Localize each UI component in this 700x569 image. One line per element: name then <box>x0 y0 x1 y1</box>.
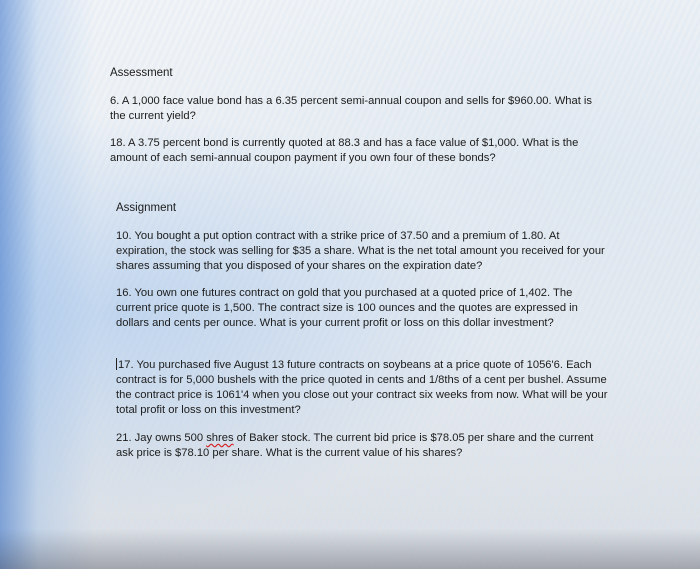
question-10: 10. You bought a put option contract with a strike price of 37.50 and a premium of 1.80. At expiration, the stock was selling for $35 a share. What is the net total amount you received for your shares assuming that you disposed of your shares on the expiration date? <box>116 230 605 272</box>
screen-shadow-bottom <box>0 529 700 569</box>
question-21-part2: of Baker stock. The current bid price is $78.05 per share and the current ask price is $78.10 per share. What is the current value of his shares? <box>116 432 594 459</box>
text-cursor <box>116 358 117 370</box>
assessment-heading: Assessment <box>110 67 173 79</box>
question-18: 18. A 3.75 percent bond is currently quoted at 88.3 and has a face value of $1,000. What is the amount of each semi-annual coupon payment if you own four of these bonds? <box>110 137 579 164</box>
question-17-block[interactable] <box>110 358 610 418</box>
question-21-part1: 21. Jay owns 500 <box>116 432 207 444</box>
assignment-heading: Assignment <box>116 202 177 214</box>
question-21-block <box>110 431 610 461</box>
misspelled-word[interactable]: shres <box>206 432 234 444</box>
question-16: 16. You own one futures contract on gold that you purchased at a quoted price of 1,402. The current price quote is 1,500. The contract size is 100 ounces and the quotes are expressed in dollars and cents per ounce. What is your current profit or loss on this dollar investment? <box>116 287 578 329</box>
question-17: 17. You purchased five August 13 future contracts on soybeans at a price quote of 1056'6. Each contract is for 5,000 bushels with the price quoted in cents and 1/8ths of a cent per bushel. Assume the contract price is 1061'4 when you close out your contract six weeks from now. What will be your total profit or loss on this investment? <box>116 359 608 416</box>
question-6: 6. A 1,000 face value bond has a 6.35 percent semi-annual coupon and sells for $960.00. What is the current yield? <box>110 95 593 122</box>
document-body <box>110 60 610 461</box>
screen-glare-left <box>0 0 95 569</box>
